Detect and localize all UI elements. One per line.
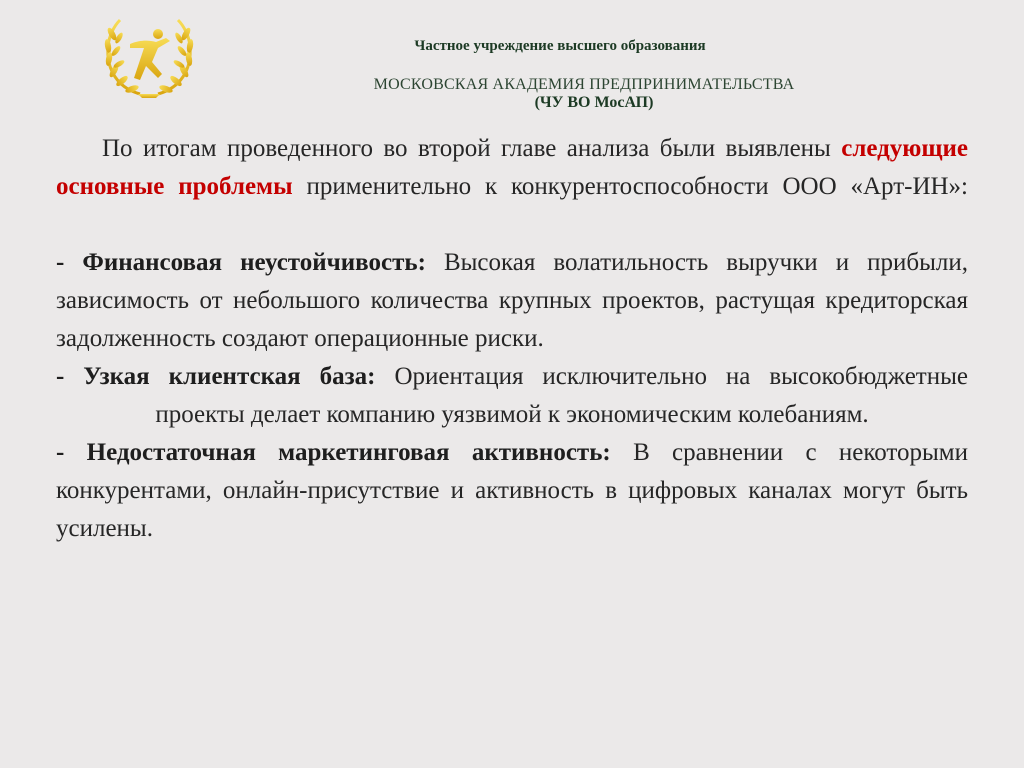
problem-item: [56, 358, 968, 434]
problem-item: [56, 244, 968, 358]
organization-abbreviation: (ЧУ ВО МосАП): [534, 94, 654, 111]
problem-text: В сравнении с некоторыми конкурентами, онлайн-присутствие и активность в цифровых каналах могут быть усилены.: [56, 439, 968, 542]
intro-paragraph: [56, 130, 968, 206]
problem-title: - Узкая клиентская база:: [56, 363, 376, 390]
problem-item: [56, 434, 968, 548]
intro-text-continued: применительно к: [306, 173, 498, 200]
slide-header: [0, 0, 1024, 120]
intro-text: По итогам проведенного во второй главе анализа были выявлены: [102, 135, 831, 162]
problem-text: Высокая волатильность выручки и прибыли, зависимость от небольшого количества крупных проектов, растущая кредиторская задолженность создают операционные риски.: [56, 249, 968, 352]
organization-name: МОСКОВСКАЯ АКАДЕМИЯ ПРЕДПРИНИМАТЕЛЬСТВА: [373, 76, 795, 93]
problem-text: Ориентация исключительно на высокобюджетные проекты делает компанию уязвимой к экономическим колебаниям.: [155, 363, 968, 428]
problem-title: - Недостаточная маркетинговая активность:: [56, 439, 611, 466]
highlighted-phrase: следующие основные проблемы: [56, 135, 968, 200]
organization-type: Частное учреждение высшего образования: [414, 38, 706, 54]
intro-text-end: конкурентоспособности ООО «Арт-ИН»:: [511, 173, 969, 200]
problem-title: - Финансовая неустойчивость:: [56, 249, 426, 276]
slide-body: [56, 130, 968, 548]
